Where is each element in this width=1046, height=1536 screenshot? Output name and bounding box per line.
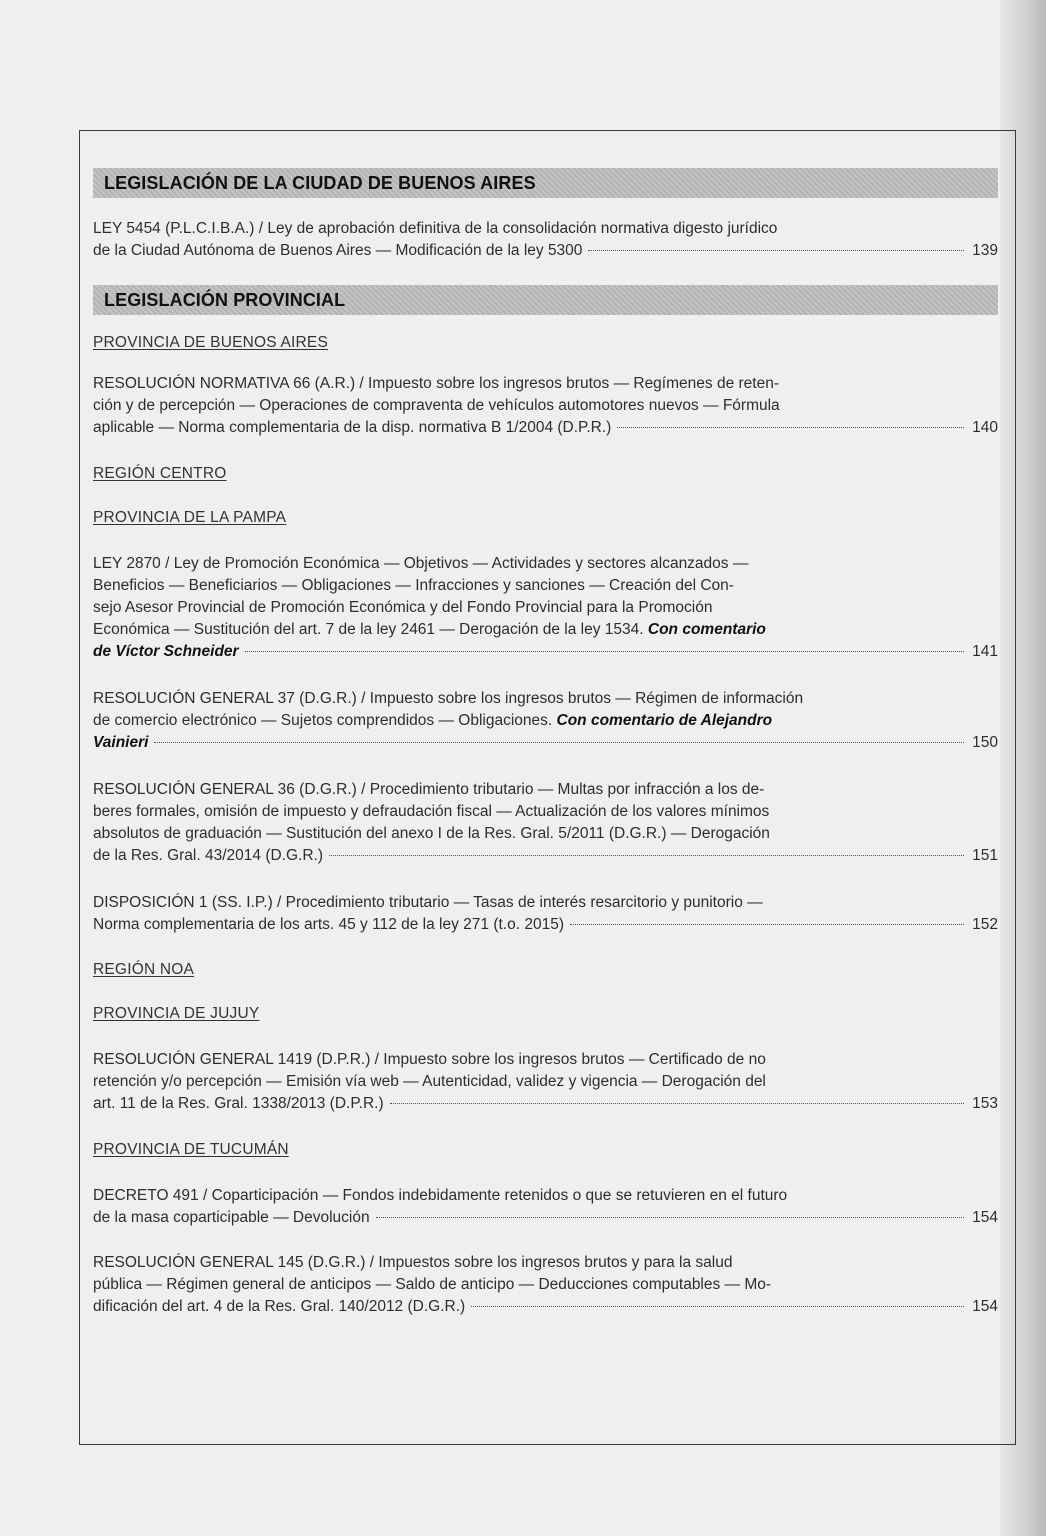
page-number: 154	[972, 1209, 998, 1226]
section-heading-provincial: LEGISLACIÓN PROVINCIAL	[93, 285, 998, 315]
page-number: 140	[972, 419, 998, 436]
page-number: 152	[972, 916, 998, 933]
toc-entry[interactable]: DECRETO 491 / Coparticipación — Fondos indebidamente retenidos o que se retuvieren en el futuro de la masa coparticipable — Devolución 154	[93, 1185, 998, 1229]
toc-entry[interactable]: RESOLUCIÓN NORMATIVA 66 (A.R.) / Impuesto sobre los ingresos brutos — Regímenes de reten- ción y de percepción — Operaciones de compraventa de vehículos automotores nuevos — Fórmula aplicable — Norma complementaria de la disp. normativa B 1/2004 (D.P.R.) 140	[93, 373, 998, 439]
subsection-la-pampa: PROVINCIA DE LA PAMPA	[93, 509, 287, 526]
leader-dots	[471, 1306, 964, 1307]
leader-dots	[245, 651, 964, 652]
page-number: 139	[972, 242, 998, 259]
table-of-contents	[93, 168, 998, 1318]
subsection-region-noa: REGIÓN NOA	[93, 961, 195, 978]
leader-dots	[617, 427, 964, 428]
subsection-region-centro: REGIÓN CENTRO	[93, 465, 227, 482]
leader-dots	[570, 924, 964, 925]
leader-dots	[376, 1217, 964, 1218]
leader-dots	[329, 855, 964, 856]
subsection-tucuman: PROVINCIA DE TUCUMÁN	[93, 1141, 289, 1158]
subsection-jujuy: PROVINCIA DE JUJUY	[93, 1005, 260, 1022]
leader-dots	[154, 742, 964, 743]
section-heading-ciudad: LEGISLACIÓN DE LA CIUDAD DE BUENOS AIRES	[93, 168, 998, 198]
toc-entry[interactable]: DISPOSICIÓN 1 (SS. I.P.) / Procedimiento tributario — Tasas de interés resarcitorio y punitorio — Norma complementaria de los arts. 45 y 112 de la ley 271 (t.o. 2015) 152	[93, 892, 998, 936]
page-number: 153	[972, 1095, 998, 1112]
comment-author: Con comentario	[647, 621, 766, 638]
subsection-buenos-aires: PROVINCIA DE BUENOS AIRES	[93, 334, 328, 351]
page-number: 141	[972, 643, 998, 660]
toc-entry[interactable]: RESOLUCIÓN GENERAL 145 (D.G.R.) / Impuestos sobre los ingresos brutos y para la salud pública — Régimen general de anticipos — Saldo de anticipo — Deducciones computables — Mo- dificación del art. 4 de la Res. Gral. 140/2012 (D.G.R.) 154	[93, 1252, 998, 1318]
page-number: 154	[972, 1298, 998, 1315]
toc-entry[interactable]: RESOLUCIÓN GENERAL 36 (D.G.R.) / Procedimiento tributario — Multas por infracción a los de- beres formales, omisión de impuesto y defraudación fiscal — Actualización de los valores mínimos absolutos de graduación — Sustitución del anexo I de la Res. Gral. 5/2011 (D.G.R.) — Derogación de la Res. Gral. 43/2014 (D.G.R.) 151	[93, 779, 998, 867]
toc-entry[interactable]: LEY 5454 (P.L.C.I.B.A.) / Ley de aprobación definitiva de la consolidación normativa digesto jurídico de la Ciudad Autónoma de Buenos Aires — Modificación de la ley 5300 139	[93, 218, 998, 262]
page-number: 150	[972, 734, 998, 751]
toc-entry[interactable]: LEY 2870 / Ley de Promoción Económica — Objetivos — Actividades y sectores alcanzados — Beneficios — Beneficiarios — Obligaciones — Infracciones y sanciones — Creación del Con- sejo Asesor Provincial de Promoción Económica y del Fondo Provincial para la Promoción Económica — Sustitución del art. 7 de la ley 2461 — Derogación de la ley 1534. Con comentario de Víctor Schneider 141	[93, 553, 998, 663]
leader-dots	[390, 1103, 964, 1104]
toc-entry[interactable]: RESOLUCIÓN GENERAL 37 (D.G.R.) / Impuesto sobre los ingresos brutos — Régimen de información de comercio electrónico — Sujetos comprendidos — Obligaciones. Con comentario de Alejandro Vainieri 150	[93, 688, 998, 754]
toc-entry[interactable]: RESOLUCIÓN GENERAL 1419 (D.P.R.) / Impuesto sobre los ingresos brutos — Certificado de no retención y/o percepción — Emisión vía web — Autenticidad, validez y vigencia — Derogación del art. 11 de la Res. Gral. 1338/2013 (D.P.R.) 153	[93, 1049, 998, 1115]
page-number: 151	[972, 847, 998, 864]
leader-dots	[588, 250, 964, 251]
comment-author: Con comentario de Alejandro	[556, 712, 773, 729]
